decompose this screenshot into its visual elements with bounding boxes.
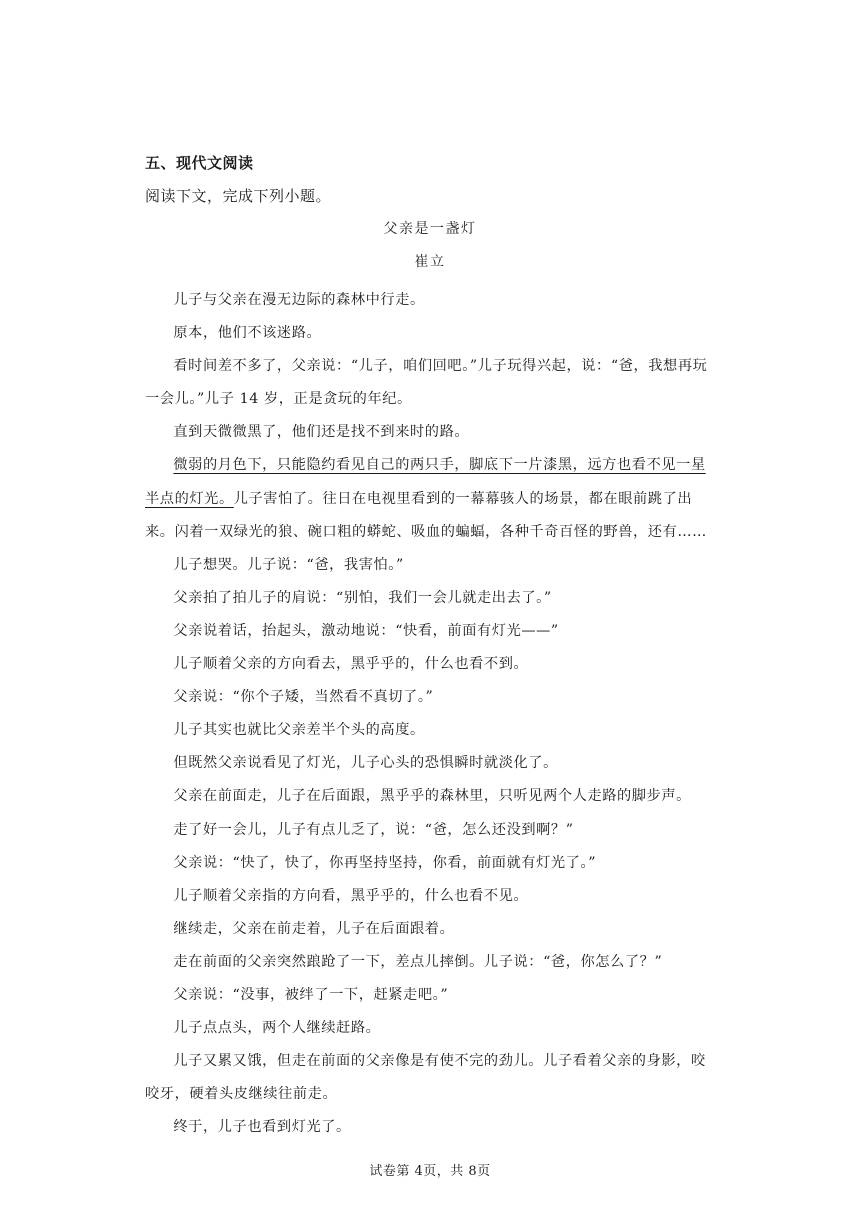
paragraph-with-underline bbox=[145, 449, 717, 548]
paragraph: 走了好一会儿，儿子有点儿乏了，说：“爸，怎么还没到啊？” bbox=[173, 821, 574, 838]
section-title: 五、现代文阅读 bbox=[145, 154, 254, 172]
paragraph: 直到天微微黑了，他们还是找不到来时的路。 bbox=[173, 424, 470, 441]
paragraph: 儿子又累又饿，但走在前面的父亲像是有使不完的劲儿。儿子看着父亲的身影，咬咬牙，硬着头皮继续往前走。 bbox=[145, 1053, 706, 1103]
paragraph: 儿子想哭。儿子说：“爸，我害怕。” bbox=[173, 556, 404, 573]
paragraph: 儿子顺着父亲指的方向看，黑乎乎的，什么也看不见。 bbox=[173, 887, 529, 904]
paragraph-continuation: 儿子害怕了。往日在电视里看到的一幕幕骇人的场景，都在眼前跳了出来。闪着一双绿光的狼、碗口粗的蟒蛇、吸血的蝙蝠，各种千奇百怪的野兽，还有…… bbox=[145, 490, 707, 540]
paragraph: 儿子其实也就比父亲差半个头的高度。 bbox=[173, 722, 425, 739]
article-body bbox=[145, 284, 717, 1144]
paragraph: 终于，儿子也看到灯光了。 bbox=[173, 1119, 351, 1136]
paragraph: 但既然父亲说看见了灯光，儿子心头的恐惧瞬时就淡化了。 bbox=[173, 755, 558, 772]
reading-instruction: 阅读下文，完成下列小题。 bbox=[145, 187, 332, 205]
article-author: 崔立 bbox=[414, 254, 446, 270]
paragraph: 父亲说：“快了，快了，你再坚持坚持，你看，前面就有灯光了。” bbox=[173, 854, 597, 871]
paragraph: 父亲说着话，抬起头，激动地说：“快看，前面有灯光——” bbox=[173, 622, 559, 639]
paragraph: 看时间差不多了，父亲说：“儿子，咱们回吧。”儿子玩得兴起，说：“爸，我想再玩一会儿。”儿子 14 岁，正是贪玩的年纪。 bbox=[145, 358, 708, 408]
paragraph: 父亲说：“你个子矮，当然看不真切了。” bbox=[173, 689, 434, 706]
paragraph: 父亲拍了拍儿子的肩说：“别怕，我们一会儿就走出去了。” bbox=[173, 589, 552, 606]
paragraph: 儿子顺着父亲的方向看去，黑乎乎的，什么也看不到。 bbox=[173, 656, 529, 673]
paragraph: 儿子与父亲在漫无边际的森林中行走。 bbox=[173, 292, 425, 308]
paragraph: 走在前面的父亲突然踉跄了一下，差点儿摔倒。儿子说：“爸，你怎么了？” bbox=[173, 953, 663, 970]
paragraph: 父亲在前面走，儿子在后面跟，黑乎乎的森林里，只听见两个人走路的脚步声。 bbox=[173, 788, 691, 805]
paragraph: 父亲说：“没事，被绊了一下，赶紧走吧。” bbox=[173, 986, 449, 1003]
underlined-sentence: 微弱的月色下，只能隐约看见自己的两只手，脚底下一片漆黑，远方也看不见一星半点的灯光。 bbox=[145, 457, 706, 507]
paragraph: 原本，他们不该迷路。 bbox=[173, 325, 322, 342]
paragraph: 儿子点点头，两个人继续赶路。 bbox=[173, 1020, 381, 1037]
page-footer: 试卷第 4页，共 8页 bbox=[369, 1164, 491, 1179]
paragraph: 继续走，父亲在前走着，儿子在后面跟着。 bbox=[173, 920, 455, 937]
article-title: 父亲是一盏灯 bbox=[383, 221, 477, 237]
